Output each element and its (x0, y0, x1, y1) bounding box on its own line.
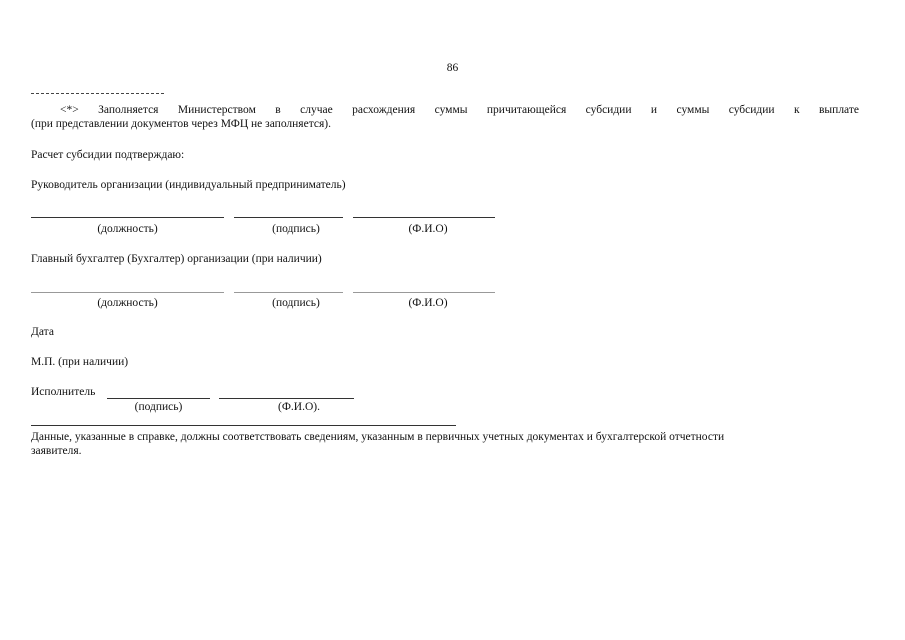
accountant-name-label: (Ф.И.О) (408, 297, 448, 309)
accountant-signature-label: (подпись) (272, 297, 320, 309)
footnote-line1-text: <*> Заполняется Министерством в случае расхождения суммы причитающейся субсидии и суммы субсидии к выплате (60, 104, 859, 116)
executor-signature-line (107, 398, 210, 399)
executor-name-line (219, 398, 354, 399)
head-title: Руководитель организации (индивидуальный предприниматель) (31, 179, 346, 191)
accountant-position-label: (должность) (97, 297, 158, 309)
date-label: Дата (31, 326, 54, 338)
executor-signature-label: (подпись) (134, 401, 183, 413)
note-separator (31, 425, 456, 426)
note-line1: Данные, указанные в справке, должны соответствовать сведениям, указанным в первичных учетных документах и бухгалтерской отчетности (31, 431, 725, 443)
accountant-name-line (353, 292, 495, 293)
head-position-line (31, 217, 224, 218)
executor-name-label: (Ф.И.О). (278, 401, 320, 413)
executor-label: Исполнитель (31, 386, 96, 398)
accountant-position-line (31, 292, 224, 293)
confirm-text: Расчет субсидии подтверждаю: (31, 149, 185, 161)
head-name-line (353, 217, 495, 218)
footnote-text-line1 (31, 103, 859, 117)
accountant-title: Главный бухгалтер (Бухгалтер) организации (при наличии) (31, 253, 322, 265)
page-number: 86 (446, 62, 459, 74)
head-signature-label: (подпись) (272, 223, 320, 235)
footnote-separator (31, 93, 164, 94)
head-name-label: (Ф.И.О) (408, 223, 448, 235)
note-line2: заявителя. (31, 445, 82, 457)
head-signature-line (234, 217, 343, 218)
accountant-signature-line (234, 292, 343, 293)
stamp-label: М.П. (при наличии) (31, 356, 129, 368)
footnote-text-line2: (при представлении документов через МФЦ не заполняется). (31, 118, 331, 130)
head-position-label: (должность) (97, 223, 158, 235)
